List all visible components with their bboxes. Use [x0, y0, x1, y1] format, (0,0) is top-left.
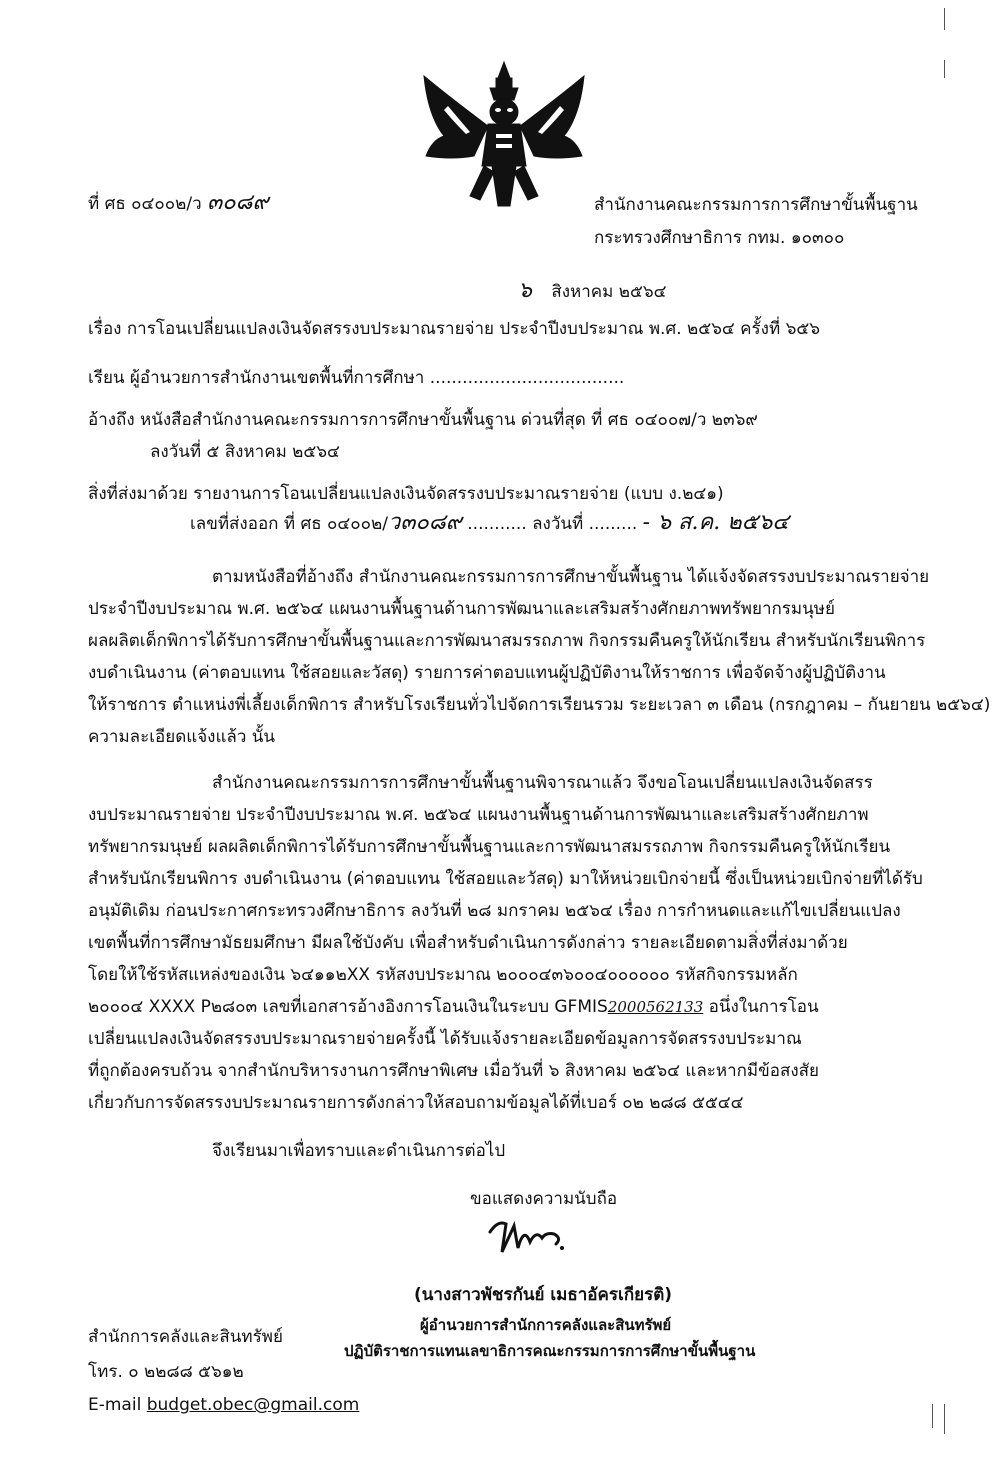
handwritten-export-number: ว๓๐๘๙: [387, 510, 462, 535]
document-number: [88, 192, 269, 215]
para2-line: งบประมาณรายจ่าย ประจำปีงบประมาณ พ.ศ. ๒๕๖๔ แผนงานพื้นฐานด้านการพัฒนาและเสริมสร้างศักยภาพ: [88, 805, 869, 825]
handwritten-date-day: ๖: [518, 278, 532, 303]
footer-email: [88, 1394, 359, 1416]
para1-line: ความละเอียดแจ้งแล้ว นั้น: [88, 727, 276, 747]
para1-line: ผลผลิตเด็กพิการได้รับการศึกษาขั้นพื้นฐานและการพัฒนาสมรรถภาพ กิจกรรมคืนครูให้นักเรียน สำหรับนักเรียนพิการ: [88, 631, 926, 651]
para2-line: โดยให้ใช้รหัสแหล่งของเงิน ๖๔๑๑๒XX รหัสงบประมาณ ๒๐๐๐๔๓๖๐๐๔๐๐๐๐๐๐ รหัสกิจกรรมหลัก: [88, 965, 798, 985]
export-date-label: ........... ลงวันที่ .........: [467, 514, 638, 534]
handwritten-export-date: - ๖ ส.ค. ๒๕๖๔: [642, 510, 789, 535]
closing-line: จึงเรียนมาเพื่อทราบและดำเนินการต่อไป: [212, 1141, 506, 1161]
para1-line: ประจำปีงบประมาณ พ.ศ. ๒๕๖๔ แผนงานพื้นฐานด้านการพัฒนาและเสริมสร้างศักยภาพทรัพยากรมนุษย์: [88, 599, 835, 619]
gfmis-text: ๒๐๐๐๔ XXXX P๒๘๐๓ เลขที่เอกสารอ้างอิงการโอนเงินในระบบ GFMIS: [88, 997, 608, 1017]
regards: ขอแสดงความนับถือ: [470, 1189, 618, 1209]
para1-line: ตามหนังสือที่อ้างถึง สำนักงานคณะกรรมการการศึกษาขั้นพื้นฐาน ได้แจ้งจัดสรรงบประมาณรายจ่าย: [212, 567, 930, 587]
para2-line: สำนักงานคณะกรรมการการศึกษาขั้นพื้นฐานพิจารณาแล้ว จึงขอโอนเปลี่ยนแปลงเงินจัดสรร: [212, 773, 873, 793]
document-date: [518, 280, 667, 303]
export-number-label: เลขที่ส่งออก ที่ ศธ ๐๔๐๐๒/: [190, 514, 388, 534]
email-label: E-mail: [88, 1395, 142, 1415]
para2-line-gfmis: [88, 996, 819, 1018]
para2-line: ที่ถูกต้องครบถ้วน จากสำนักบริหารงานการศึกษาพิเศษ เมื่อวันที่ ๖ สิงหาคม ๒๕๖๔ และหากมีข้อสงสัย: [88, 1061, 819, 1081]
para2-line: เกี่ยวกับการจัดสรรงบประมาณรายการดังกล่าวให้สอบถามข้อมูลได้ที่เบอร์ ๐๒ ๒๘๘ ๕๕๔๔: [88, 1093, 744, 1113]
gfmis-tail: อนึ่งในการโอน: [708, 997, 819, 1017]
enclosure-line-2: [190, 512, 789, 535]
handwritten-document-number: ๓๐๘๙: [207, 190, 269, 215]
handwritten-gfmis-number: 2000562133: [607, 998, 704, 1016]
para2-line: เปลี่ยนแปลงเงินจัดสรรงบประมาณรายจ่ายครั้งนี้ ได้รับแจ้งรายละเอียดข้อมูลการจัดสรรงบประมาณ: [88, 1029, 802, 1049]
recipient-line: เรียน ผู้อำนวยการสำนักงานเขตพื้นที่การศึกษา ....................................: [88, 368, 625, 388]
document-number-prefix: ที่ ศธ ๐๔๐๐๒/ว: [88, 194, 202, 214]
handwritten-signature: [484, 1212, 570, 1260]
signer-title-2: ปฏิบัติราชการแทนเลขาธิการคณะกรรมการการศึกษาขั้นพื้นฐาน: [344, 1342, 756, 1360]
footer-department: สำนักการคลังและสินทรัพย์: [88, 1327, 283, 1347]
para1-line: ให้ราชการ ตำแหน่งพี่เลี้ยงเด็กพิการ สำหรับโรงเรียนทั่วไปจัดการเรียนรวม ระยะเวลา ๓ เดือน (กรกฎาคม – กันยายน ๒๕๖๔): [88, 695, 991, 715]
footer-phone: โทร. ๐ ๒๒๘๘ ๕๖๑๒: [88, 1362, 244, 1382]
office-address: กระทรวงศึกษาธิการ กทม. ๑๐๓๐๐: [594, 228, 845, 248]
scan-edge-mark: [944, 1404, 945, 1434]
reference-line-1: อ้างถึง หนังสือสำนักงานคณะกรรมการการศึกษาขั้นพื้นฐาน ด่วนที่สุด ที่ ศธ ๐๔๐๐๗/ว ๒๓๖๙: [88, 410, 758, 430]
scan-edge-mark: [932, 1404, 933, 1428]
para2-line: เขตพื้นที่การศึกษามัธยมศึกษา มีผลใช้บังคับ เพื่อสำหรับดำเนินการดังกล่าว รายละเอียดตามสิ่งที่ส่งมาด้วย: [88, 933, 848, 953]
email-link[interactable]: budget.obec@gmail.com: [146, 1395, 360, 1415]
enclosure-line-1: สิ่งที่ส่งมาด้วย รายงานการโอนเปลี่ยนแปลงเงินจัดสรรงบประมาณรายจ่าย (แบบ ง.๒๔๑): [88, 484, 724, 504]
signer-title-1: ผู้อำนวยการสำนักการคลังและสินทรัพย์: [420, 1316, 672, 1334]
para2-line: อนุมัติเดิม ก่อนประกาศกระทรวงศึกษาธิการ ลงวันที่ ๒๘ มกราคม ๒๕๖๔ เรื่อง การกำหนดและแก้ไขเปลี่ยนแปลง: [88, 901, 901, 921]
office-name: สำนักงานคณะกรรมการการศึกษาขั้นพื้นฐาน: [594, 195, 918, 215]
garuda-emblem: [418, 56, 590, 216]
subject-line: เรื่อง การโอนเปลี่ยนแปลงเงินจัดสรรงบประมาณรายจ่าย ประจำปีงบประมาณ พ.ศ. ๒๕๖๔ ครั้งที่ ๖๕๖: [88, 319, 821, 339]
para1-line: งบดำเนินงาน (ค่าตอบแทน ใช้สอยและวัสดุ) รายการค่าตอบแทนผู้ปฏิบัติงานให้ราชการ เพื่อจัดจ้างผู้ปฏิบัติงาน: [88, 663, 886, 683]
para2-line: ทรัพยากรมนุษย์ ผลผลิตเด็กพิการได้รับการศึกษาขั้นพื้นฐานและการพัฒนาสมรรถภาพ กิจกรรมคืนครูให้นักเรียน: [88, 837, 891, 857]
reference-line-2: ลงวันที่ ๕ สิงหาคม ๒๕๖๔: [150, 442, 340, 462]
para2-line: สำหรับนักเรียนพิการ งบดำเนินงาน (ค่าตอบแทน ใช้สอยและวัสดุ) มาให้หน่วยเบิกจ่ายนี้ ซึ่งเป็นหน่วยเบิกจ่ายที่ได้รับ: [88, 869, 923, 889]
scan-edge-mark: [944, 8, 945, 30]
date-month-year: สิงหาคม ๒๕๖๔: [551, 282, 667, 302]
scan-edge-mark: [944, 60, 945, 78]
signer-name: (นางสาวพัชรกันย์ เมธาอัครเกียรติ): [414, 1285, 673, 1305]
